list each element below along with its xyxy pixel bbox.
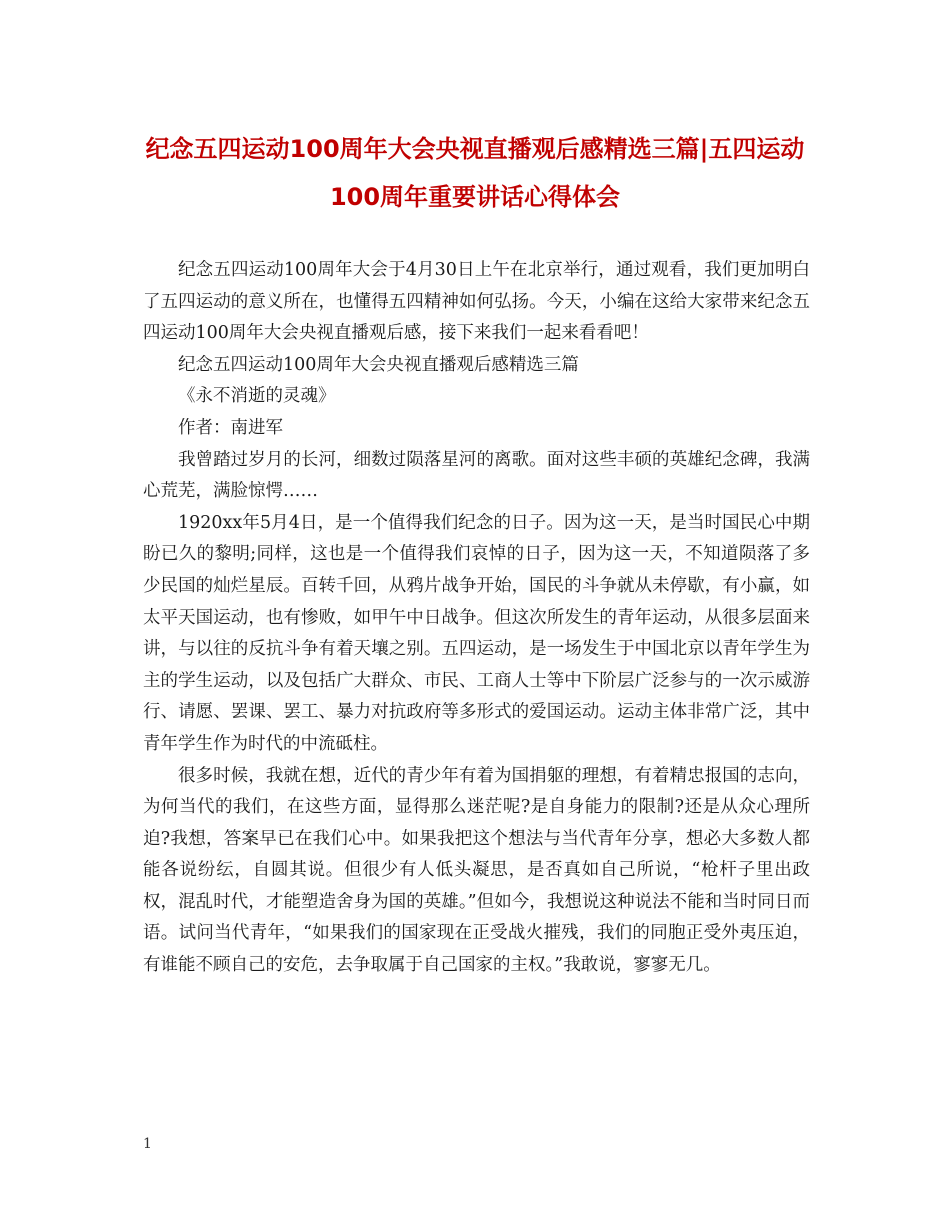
page-number: 1 <box>143 1136 152 1152</box>
body-paragraph: 我曾踏过岁月的长河，细数过陨落星河的离歌。面对这些丰硕的英雄纪念碑，我满心荒芜，满脸惊愕…… <box>143 449 810 502</box>
document-body <box>143 255 810 982</box>
essay-author: 作者：南进军 <box>178 417 283 438</box>
body-paragraph: 1920xx年5月4日，是一个值得我们纪念的日子。因为这一天，是当时国民心中期盼已久的黎明;同样，这也是一个值得我们哀悼的日子，因为这一天，不知道陨落了多少民国的灿烂星辰。百转千回，从鸦片战争开始，国民的斗争就从未停歇，有小赢，如太平天国运动，也有惨败，如甲午中日战争。但这次所发生的青年运动，从很多层面来讲，与以往的反抗斗争有着天壤之别。五四运动，是一场发生于中国北京以青年学生为主的学生运动，以及包括广大群众、市民、工商人士等中下阶层广泛参与的一次示威游行、请愿、罢课、罢工、暴力对抗政府等多形式的爱国运动。运动主体非常广泛，其中青年学生作为时代的中流砥柱。 <box>143 512 810 754</box>
body-paragraph: 很多时候，我就在想，近代的青少年有着为国捐躯的理想，有着精忠报国的志向，为何当代的我们，在这些方面，显得那么迷茫呢?是自身能力的限制?还是从众心理所迫?我想，答案早已在我们心中。如果我把这个想法与当代青年分享，想必大多数人都能各说纷纭，自圆其说。但很少有人低头凝思，是否真如自己所说，“枪杆子里出政权，混乱时代，才能塑造舍身为国的英雄。”但如今，我想说这种说法不能和当时同日而语。试问当代青年，“如果我们的国家现在正受战火摧残，我们的同胞正受外夷压迫，有谁能不顾自己的安危，去争取属于自己国家的主权。”我敢说，寥寥无几。 <box>143 765 810 976</box>
document-title: 纪念五四运动100周年大会央视直播观后感精选三篇|五四运动100周年重要讲话心得体会 <box>145 135 805 211</box>
section-heading: 纪念五四运动100周年大会央视直播观后感精选三篇 <box>178 354 579 375</box>
essay-title: 《永不消逝的灵魂》 <box>178 386 336 407</box>
intro-paragraph: 纪念五四运动100周年大会于4月30日上午在北京举行，通过观看，我们更加明白了五四运动的意义所在，也懂得五四精神如何弘扬。今天，小编在这给大家带来纪念五四运动100周年大会央视直播观后感，接下来我们一起来看看吧！ <box>143 260 810 344</box>
